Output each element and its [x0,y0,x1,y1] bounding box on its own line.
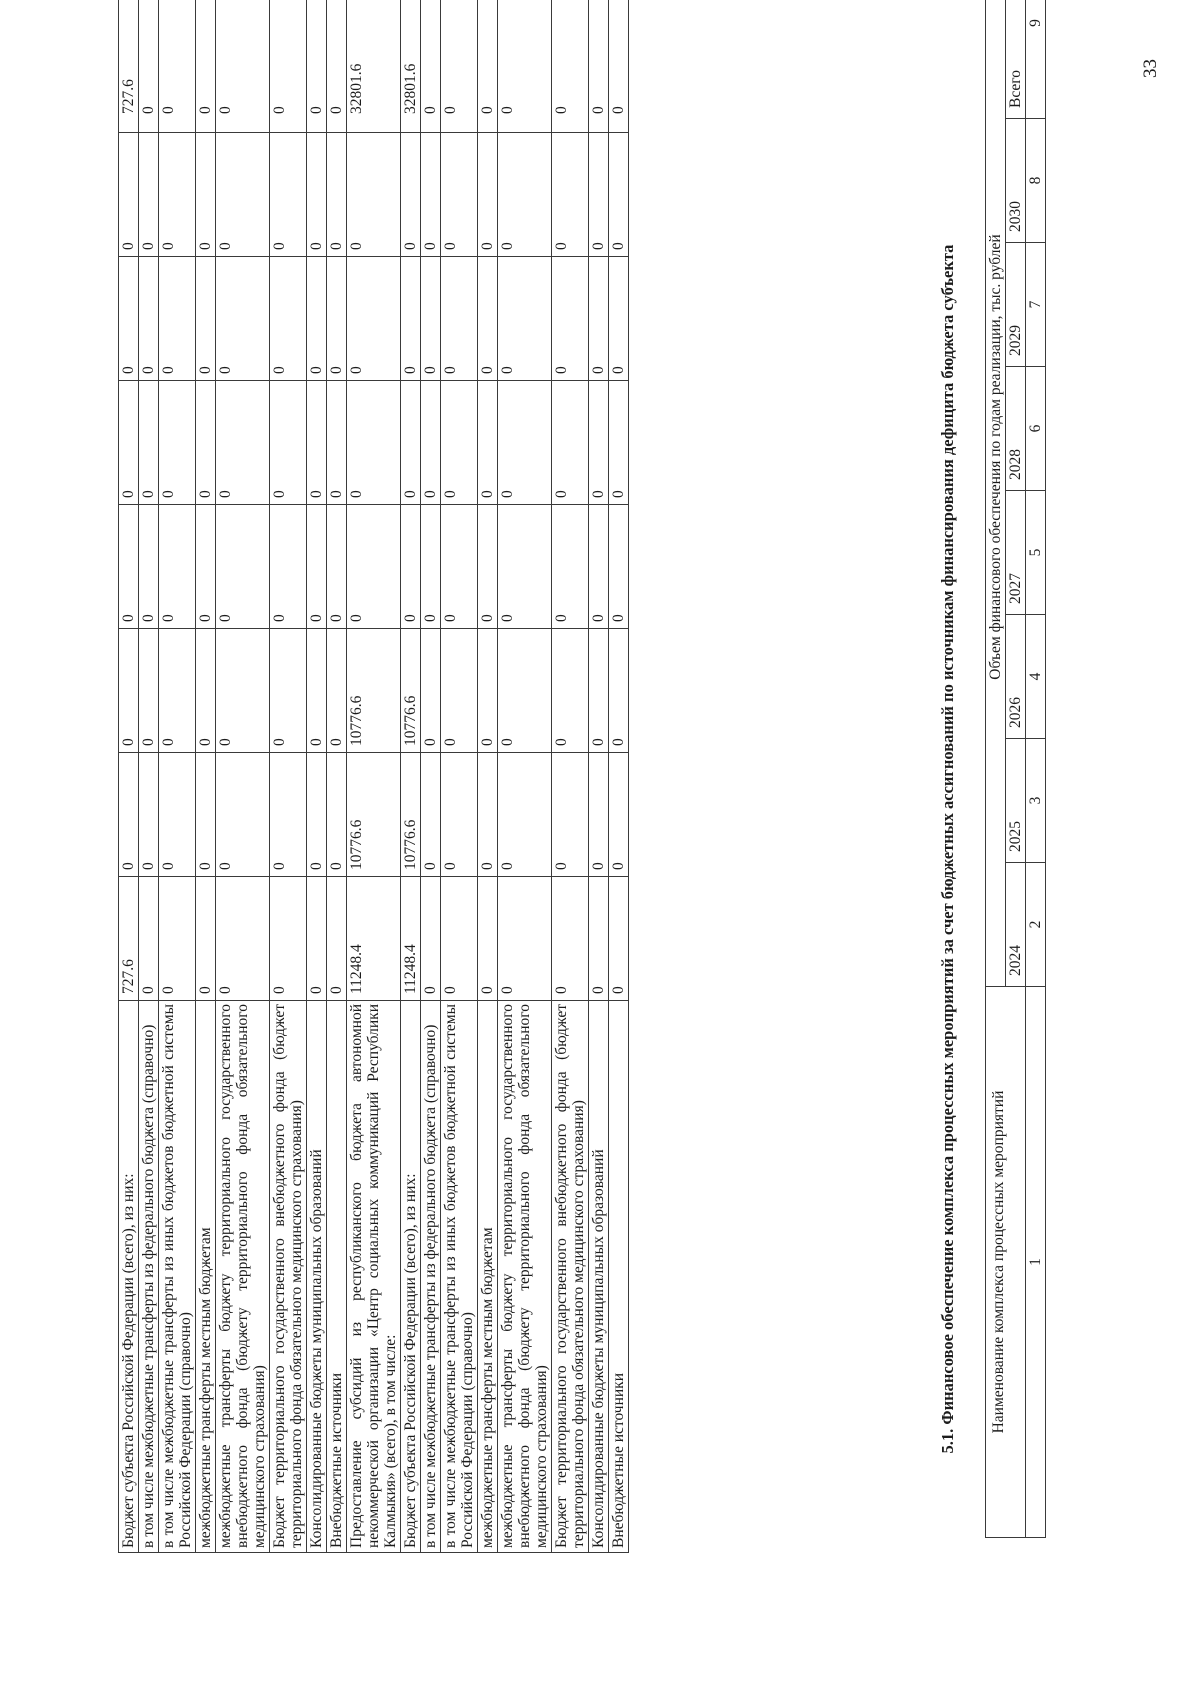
value-cell: 0 [119,257,139,381]
value-cell: 0 [589,0,609,133]
value-cell: 0 [552,381,589,505]
value-cell: 11248.4 [347,877,401,1001]
row-name-cell: межбюджетные трансферты бюджету территориального государственного внебюджетного фонда (бюджету территориального фонда обязательного медицинского страхования) [216,1001,270,1553]
value-cell: 0 [270,133,307,257]
value-cell: 0 [270,257,307,381]
value-cell: 0 [498,0,552,133]
year-header-cell: 2027 [1006,491,1026,615]
value-cell: 0 [159,505,196,629]
value-cell: 0 [119,133,139,257]
value-cell: 0 [421,753,441,877]
page-number: 33 [1140,59,1161,78]
value-cell: 0 [347,505,401,629]
process-financing-table [985,0,1046,1538]
value-cell: 10776.6 [347,629,401,753]
value-cell: 0 [159,381,196,505]
year-header-cell: 2028 [1006,367,1026,491]
table-row [327,0,347,1553]
row-name-cell: Бюджет субъекта Российской Федерации (всего), из них: [119,1001,139,1553]
column-number-cell: 3 [1026,739,1046,863]
value-cell: 0 [421,381,441,505]
value-cell: 11248.4 [401,877,421,1001]
value-cell: 0 [139,629,159,753]
value-cell: 0 [139,257,159,381]
value-cell: 0 [609,877,629,1001]
value-cell: 0 [196,877,216,1001]
value-cell: 0 [441,505,478,629]
table-row [119,0,139,1553]
value-cell: 0 [589,133,609,257]
value-cell: 0 [441,0,478,133]
table-row [159,0,196,1553]
row-name-cell: Бюджет субъекта Российской Федерации (всего), из них: [401,1001,421,1553]
value-cell: 0 [327,877,347,1001]
table-row [347,0,401,1553]
value-cell: 0 [347,257,401,381]
value-cell: 0 [421,629,441,753]
row-name-cell: Предоставление субсидий из республиканского бюджета автономной некоммерческой организации «Центр социальных коммуникаций Республики Калмыкия» (всего), в том числе: [347,1001,401,1553]
row-name-cell: Бюджет территориального государственного внебюджетного фонда (бюджет территориального фонда обязательного медицинского страхования) [270,1001,307,1553]
value-cell: 0 [478,381,498,505]
value-cell: 0 [327,133,347,257]
value-cell: 0 [307,0,327,133]
value-cell: 0 [196,133,216,257]
value-cell: 0 [401,133,421,257]
value-cell: 0 [421,877,441,1001]
column-number-cell: 9 [1026,0,1046,119]
value-cell: 0 [270,877,307,1001]
value-cell: 0 [139,381,159,505]
value-cell: 0 [139,877,159,1001]
value-cell: 0 [609,133,629,257]
value-cell: 0 [498,753,552,877]
value-cell: 0 [216,381,270,505]
table-row [401,0,421,1553]
value-cell: 0 [159,877,196,1001]
row-name-cell: Внебюджетные источники [609,1001,629,1553]
value-cell: 0 [441,381,478,505]
value-cell: 0 [327,257,347,381]
value-cell: 0 [327,0,347,133]
value-cell: 0 [498,381,552,505]
value-cell: 0 [196,505,216,629]
value-cell: 0 [327,505,347,629]
table-row [421,0,441,1553]
value-cell: 0 [589,381,609,505]
value-cell: 0 [216,133,270,257]
section-heading: 5.1. Финансовое обеспечение комплекса процессных мероприятий за счет бюджетных ассигнований по источникам финансирования дефицита бюджета субъекта [938,244,957,1454]
table-row [589,0,609,1553]
value-cell: 0 [347,133,401,257]
value-cell: 0 [498,629,552,753]
value-cell: 0 [270,381,307,505]
value-cell: 0 [307,629,327,753]
table-row [139,0,159,1553]
value-cell: 0 [552,877,589,1001]
value-cell: 0 [478,877,498,1001]
group-header: Объем финансового обеспечения по годам реализации, тыс. рублей [986,0,1006,987]
value-cell: 0 [552,629,589,753]
value-cell: 0 [196,381,216,505]
value-cell: 0 [498,877,552,1001]
value-cell: 0 [307,505,327,629]
value-cell: 10776.6 [347,753,401,877]
value-cell: 0 [119,629,139,753]
value-cell: 0 [159,629,196,753]
row-name-cell: Бюджет территориального государственного внебюджетного фонда (бюджет территориального фонда обязательного медицинского страхования) [552,1001,589,1553]
value-cell: 0 [270,629,307,753]
column-number-cell: 8 [1026,119,1046,243]
value-cell: 0 [589,505,609,629]
column-number-cell: 2 [1026,863,1046,987]
value-cell: 0 [216,257,270,381]
value-cell: 0 [307,381,327,505]
table-row [270,0,307,1553]
value-cell: 0 [552,505,589,629]
value-cell: 0 [270,753,307,877]
row-name-cell: Консолидированные бюджеты муниципальных образований [589,1001,609,1553]
row-name-cell: в том числе межбюджетные трансферты из федерального бюджета (справочно) [139,1001,159,1553]
value-cell: 0 [478,257,498,381]
column-number-cell: 5 [1026,491,1046,615]
value-cell: 0 [327,753,347,877]
column-number-cell: 7 [1026,243,1046,367]
year-header-cell: Всего [1006,0,1026,119]
year-header-cell: 2025 [1006,739,1026,863]
value-cell: 0 [478,505,498,629]
value-cell: 727.6 [119,877,139,1001]
row-name-cell: межбюджетные трансферты бюджету территориального государственного внебюджетного фонда (бюджету территориального фонда обязательного медицинского страхования) [498,1001,552,1553]
value-cell: 10776.6 [401,629,421,753]
value-cell: 32801.6 [401,0,421,133]
value-cell: 0 [589,877,609,1001]
value-cell: 0 [159,257,196,381]
value-cell: 0 [478,629,498,753]
column-number-cell: 6 [1026,367,1046,491]
value-cell: 0 [609,257,629,381]
value-cell: 0 [478,0,498,133]
value-cell: 0 [159,753,196,877]
value-cell: 0 [421,0,441,133]
column-number-cell: 1 [1026,987,1046,1538]
value-cell: 0 [589,257,609,381]
value-cell: 0 [139,505,159,629]
value-cell: 0 [609,381,629,505]
value-cell: 0 [498,257,552,381]
value-cell: 0 [139,0,159,133]
value-cell: 0 [609,0,629,133]
row-name-cell: в том числе межбюджетные трансферты из иных бюджетов бюджетной системы Российской Федерации (справочно) [159,1001,196,1553]
value-cell: 0 [119,381,139,505]
value-cell: 0 [478,753,498,877]
value-cell: 0 [216,877,270,1001]
table-row [216,0,270,1553]
value-cell: 0 [196,629,216,753]
row-name-cell: Внебюджетные источники [327,1001,347,1553]
column-number-cell: 4 [1026,615,1046,739]
value-cell: 0 [421,505,441,629]
financing-table [118,0,629,1553]
value-cell: 10776.6 [401,753,421,877]
value-cell: 0 [441,257,478,381]
value-cell: 0 [478,133,498,257]
value-cell: 0 [139,753,159,877]
table-row [498,0,552,1553]
value-cell: 0 [347,381,401,505]
table-row [552,0,589,1553]
value-cell: 0 [216,753,270,877]
value-cell: 727.6 [119,0,139,133]
column-numbers-row [1026,0,1046,1538]
value-cell: 0 [216,629,270,753]
value-cell: 0 [552,133,589,257]
row-name-cell: в том числе межбюджетные трансферты из федерального бюджета (справочно) [421,1001,441,1553]
value-cell: 0 [159,0,196,133]
value-cell: 0 [441,629,478,753]
table-row [196,0,216,1553]
value-cell: 0 [441,753,478,877]
value-cell: 0 [421,257,441,381]
value-cell: 0 [196,257,216,381]
value-cell: 0 [307,877,327,1001]
value-cell: 0 [401,381,421,505]
row-name-cell: в том числе межбюджетные трансферты из иных бюджетов бюджетной системы Российской Федерации (справочно) [441,1001,478,1553]
year-header-cell: 2024 [1006,863,1026,987]
table-row [441,0,478,1553]
value-cell: 0 [609,505,629,629]
value-cell: 0 [119,505,139,629]
year-header-cell: 2030 [1006,119,1026,243]
value-cell: 0 [552,753,589,877]
value-cell: 0 [401,505,421,629]
value-cell: 0 [441,133,478,257]
value-cell: 0 [307,753,327,877]
table-row [478,0,498,1553]
name-header: Наименование комплекса процессных мероприятий [986,987,1026,1538]
year-header-cell: 2029 [1006,243,1026,367]
row-name-cell: межбюджетные трансферты местным бюджетам [478,1001,498,1553]
value-cell: 0 [307,257,327,381]
value-cell: 0 [498,133,552,257]
value-cell: 0 [609,753,629,877]
row-name-cell: межбюджетные трансферты местным бюджетам [196,1001,216,1553]
value-cell: 0 [609,629,629,753]
value-cell: 0 [216,505,270,629]
value-cell: 0 [441,877,478,1001]
value-cell: 0 [307,133,327,257]
row-name-cell: Консолидированные бюджеты муниципальных образований [307,1001,327,1553]
year-header-cell: 2026 [1006,615,1026,739]
financing-table-body [119,0,629,1553]
value-cell: 0 [589,753,609,877]
value-cell: 0 [270,0,307,133]
value-cell: 0 [498,505,552,629]
value-cell: 0 [196,753,216,877]
value-cell: 0 [159,133,196,257]
table-row [609,0,629,1553]
value-cell: 32801.6 [347,0,401,133]
value-cell: 0 [401,257,421,381]
value-cell: 0 [327,381,347,505]
value-cell: 0 [327,629,347,753]
value-cell: 0 [139,133,159,257]
value-cell: 0 [270,505,307,629]
table-row [307,0,327,1553]
value-cell: 0 [196,0,216,133]
value-cell: 0 [552,257,589,381]
value-cell: 0 [216,0,270,133]
value-cell: 0 [552,0,589,133]
value-cell: 0 [421,133,441,257]
value-cell: 0 [589,629,609,753]
value-cell: 0 [119,753,139,877]
